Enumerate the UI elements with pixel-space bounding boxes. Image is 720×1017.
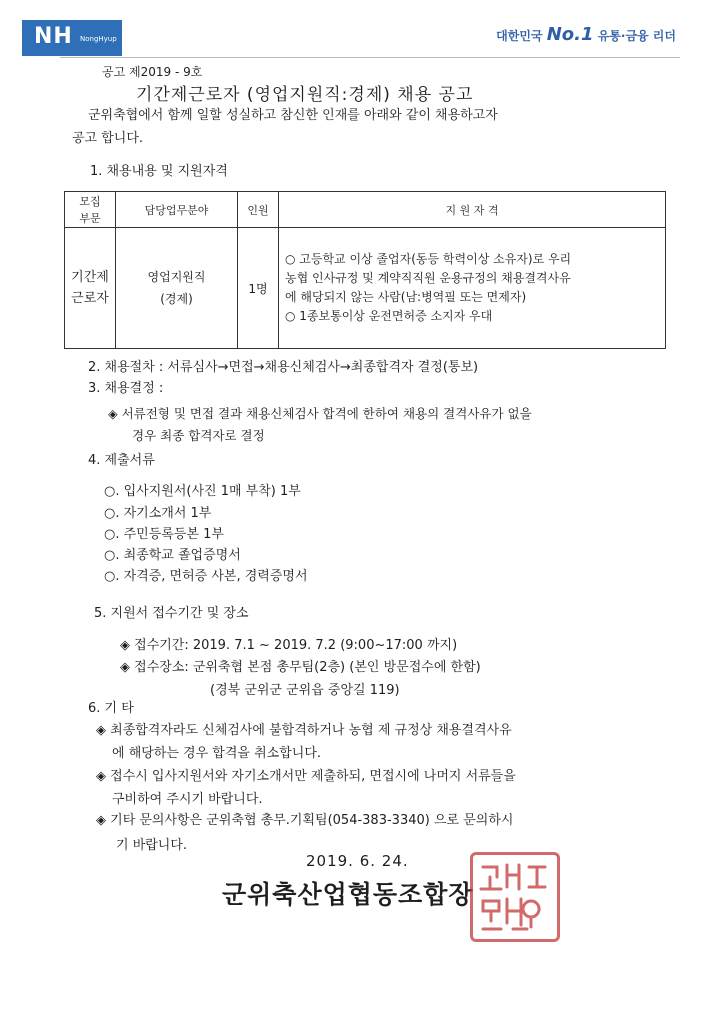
slogan-prefix: 대한민국 [496, 29, 543, 43]
notice-number: 공고 제2019 - 9호 [102, 65, 203, 79]
section6-line-3: ◈ 접수시 입사지원서와 자기소개서만 제출하되, 면접시에 나머지 서류들을 [96, 769, 516, 784]
table-header-qualifications: 지 원 자 격 [279, 192, 666, 228]
slogan-no1: No.1 [546, 24, 594, 45]
table-header-count: 인원 [238, 192, 279, 228]
section6-heading: 6. 기 타 [88, 701, 134, 716]
qualification-line-1: ○ 고등학교 이상 졸업자(동등 학력이상 소유자)로 우리 [285, 252, 572, 266]
section5-heading: 5. 지원서 접수기간 및 장소 [94, 606, 249, 621]
seal-graphic [473, 855, 557, 939]
section5-period: ◈ 접수기간: 2019. 7.1 ~ 2019. 7.2 (9:00~17:00 까지) [120, 638, 458, 653]
document-item-1: ○. 입사지원서(사진 1매 부착) 1부 [104, 484, 301, 499]
section6-line-2: 에 해당하는 경우 합격을 취소합니다. [112, 746, 322, 761]
official-seal-icon [470, 852, 560, 942]
slogan-suffix: 유통·금융 리더 [597, 29, 676, 43]
table-row [65, 228, 666, 349]
table-cell-division-text: 기간제 근로자 [71, 270, 109, 306]
header-divider [60, 57, 680, 58]
notice-date: 2019. 6. 24. [306, 852, 409, 870]
qualification-line-3: 에 해당되지 않는 사람(남:병역필 또는 면제자) [285, 290, 527, 304]
section6-line-4: 구비하여 주시기 바랍니다. [112, 792, 263, 807]
table-cell-count: 1명 [238, 228, 279, 349]
qualification-line-4: ○ 1종보통이상 운전면허증 소지자 우대 [285, 309, 493, 323]
section6-line-5: ◈ 기타 문의사항은 군위축협 총무.기획팀(054-383-3340) 으로 문의하시 [96, 813, 514, 828]
document-item-5: ○. 자격증, 면허증 사본, 경력증명서 [104, 569, 308, 584]
table-header-row [65, 192, 666, 228]
section5-address: (경북 군위군 군위읍 중앙길 119) [210, 683, 400, 698]
document-item-2: ○. 자기소개서 1부 [104, 506, 212, 521]
section3-line-2: 경우 최종 합격자로 결정 [132, 428, 265, 443]
section5-place: ◈ 접수장소: 군위축협 본점 총무팀(2층) (본인 방문접수에 한함) [120, 660, 481, 675]
document-item-4: ○. 최종학교 졸업증명서 [104, 548, 241, 563]
section4-heading: 4. 제출서류 [88, 453, 155, 468]
issuer-name: 군위축산업협동조합장 [222, 880, 474, 909]
table-header-division-text: 모집 부문 [79, 194, 101, 225]
table-header-division [65, 192, 116, 228]
intro-line-2: 공고 합니다. [72, 131, 144, 146]
logo-sub-text: NongHyup [80, 35, 117, 43]
section6-line-6: 기 바랍니다. [116, 838, 188, 853]
slogan [496, 24, 676, 45]
logo-nh-text: NH [34, 24, 73, 49]
section6-line-1: ◈ 최종합격자라도 신체검사에 불합격하거나 농협 제 규정상 채용결격사유 [96, 723, 512, 738]
section3-line-1: ◈ 서류전형 및 면접 결과 채용신체검사 합격에 한하여 채용의 결격사유가 없을 [108, 406, 532, 421]
table-cell-division [65, 228, 116, 349]
table-cell-qualifications [279, 228, 666, 349]
intro-line-1: 군위축협에서 함께 일할 성실하고 참신한 인재를 아래와 같이 채용하고자 [88, 108, 498, 123]
table-cell-duty [116, 228, 238, 349]
recruitment-table [64, 191, 666, 349]
section2-procedure: 2. 채용절차 : 서류심사→면접→채용신체검사→최종합격자 결정(통보) [88, 360, 479, 375]
document-item-3: ○. 주민등록등본 1부 [104, 527, 224, 542]
nh-logo [22, 20, 122, 56]
qualification-line-2: 농협 인사규정 및 계약직직원 운용규정의 채용결격사유 [285, 271, 571, 285]
section1-heading: 1. 채용내용 및 지원자격 [90, 164, 228, 179]
table-header-duty: 담당업무분야 [116, 192, 238, 228]
section3-heading: 3. 채용결정 : [88, 381, 164, 396]
table-cell-duty-text: 영업지원직 (경제) [147, 270, 206, 306]
page-title: 기간제근로자 (영업지원직:경제) 채용 공고 [136, 85, 474, 105]
